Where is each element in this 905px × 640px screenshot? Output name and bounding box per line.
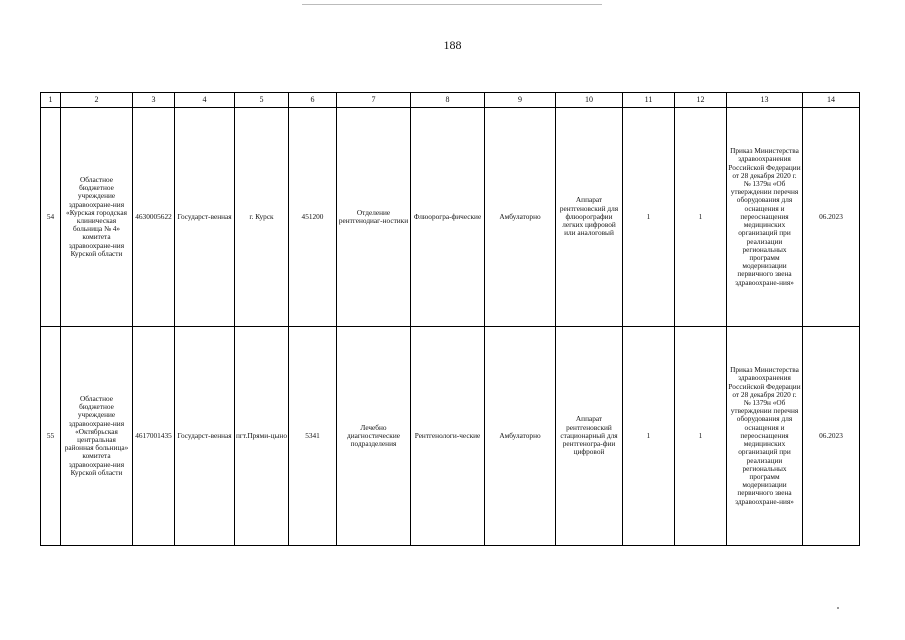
top-scan-line bbox=[302, 4, 602, 5]
table-row bbox=[41, 327, 860, 546]
header-cell: 10 bbox=[556, 93, 623, 108]
department: Лечебно диагностические подразделения bbox=[337, 327, 411, 546]
header-cell: 9 bbox=[485, 93, 556, 108]
header-cell: 2 bbox=[61, 93, 133, 108]
header-cell: 7 bbox=[337, 93, 411, 108]
care-form: Амбулаторно bbox=[485, 327, 556, 546]
legal-basis: Приказ Министерства здравоохранения Российской Федерации от 28 декабря 2020 г. № 1379н «Об утверждении перечня оборудования для оснащения и переоснащения медицинских организаций при реализации региональных программ модернизации первичного звена здравоохране-ния» bbox=[727, 108, 803, 327]
header-cell: 6 bbox=[289, 93, 337, 108]
header-cell: 13 bbox=[727, 93, 803, 108]
legal-basis: Приказ Министерства здравоохранения Российской Федерации от 28 декабря 2020 г. № 1379н «Об утверждении перечня оборудования для оснащения и переоснащения медицинских организаций при реализации региональных программ модернизации первичного звена здравоохране-ния» bbox=[727, 327, 803, 546]
locality: пгт.Прями-цыно bbox=[235, 327, 289, 546]
inn-code: 4630005622 bbox=[133, 108, 175, 327]
equipment-table bbox=[40, 92, 860, 546]
scan-dot bbox=[837, 607, 839, 609]
settlement-code: 451200 bbox=[289, 108, 337, 327]
quantity-cell: 1 bbox=[675, 327, 727, 546]
locality: г. Курск bbox=[235, 108, 289, 327]
row-number: 54 bbox=[41, 108, 61, 327]
equipment-type: Флюорогра-фические bbox=[411, 108, 485, 327]
table-header-row bbox=[41, 93, 860, 108]
department: Отделение рентгенодиаг-ностики bbox=[337, 108, 411, 327]
row-number: 55 bbox=[41, 327, 61, 546]
quantity-cell: 1 bbox=[675, 108, 727, 327]
equipment-type: Рентгенологи-ческие bbox=[411, 327, 485, 546]
page-number: 188 bbox=[443, 38, 462, 52]
settlement-code: 5341 bbox=[289, 327, 337, 546]
inn-code: 4617001435 bbox=[133, 327, 175, 546]
care-form: Амбулаторно bbox=[485, 108, 556, 327]
header-cell: 4 bbox=[175, 93, 235, 108]
header-cell: 5 bbox=[235, 93, 289, 108]
deadline-date: 06.2023 bbox=[803, 327, 860, 546]
equipment-name: Аппарат рентгеновский стационарный для рентгеногра-фии цифровой bbox=[556, 327, 623, 546]
organization-name: Областное бюджетное учреждение здравоохране-ния «Октябрьская центральная районная больница» комитета здравоохране-ния Курской области bbox=[61, 327, 133, 546]
table-row bbox=[41, 108, 860, 327]
header-cell: 14 bbox=[803, 93, 860, 108]
equipment-name: Аппарат рентгеновский для флюорографии легких цифровой или аналоговый bbox=[556, 108, 623, 327]
deadline-date: 06.2023 bbox=[803, 108, 860, 327]
organization-name: Областное бюджетное учреждение здравоохране-ния «Курская городская клиническая больница № 4» комитета здравоохране-ния Курской области bbox=[61, 108, 133, 327]
quantity-cell: 1 bbox=[623, 327, 675, 546]
header-cell: 12 bbox=[675, 93, 727, 108]
header-cell: 11 bbox=[623, 93, 675, 108]
header-cell: 1 bbox=[41, 93, 61, 108]
ownership-form: Государст-венная bbox=[175, 327, 235, 546]
ownership-form: Государст-венная bbox=[175, 108, 235, 327]
header-cell: 8 bbox=[411, 93, 485, 108]
header-cell: 3 bbox=[133, 93, 175, 108]
quantity-cell: 1 bbox=[623, 108, 675, 327]
